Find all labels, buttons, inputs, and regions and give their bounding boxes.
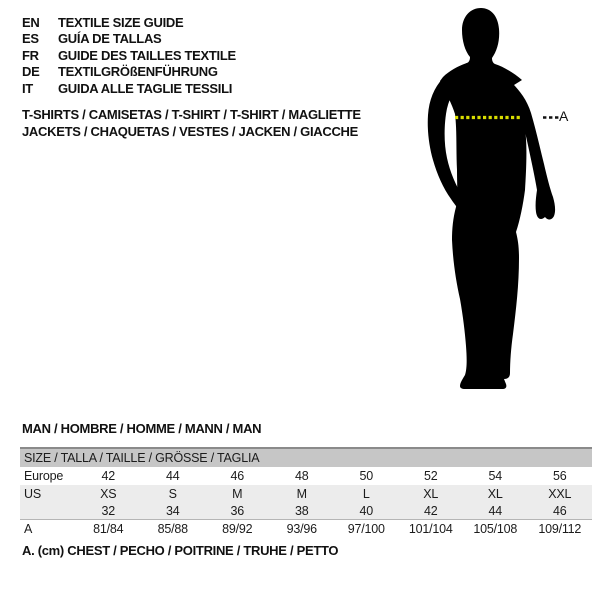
row-label: US [24, 486, 41, 501]
size-value: 46 [552, 503, 567, 518]
row-label: Europe [24, 469, 64, 483]
language-code: EN [22, 15, 40, 30]
size-value: 44 [165, 469, 180, 483]
size-value: 40 [359, 503, 373, 518]
guide-title: GUÍA DE TALLAS [58, 31, 162, 47]
size-value: 44 [488, 503, 502, 518]
language-row [22, 81, 236, 97]
size-value: 36 [230, 503, 244, 518]
garment-categories [22, 107, 361, 140]
size-value: 32 [101, 503, 115, 518]
size-value: 93/96 [286, 522, 317, 536]
size-value: 50 [359, 469, 373, 483]
size-value: XL [487, 486, 503, 501]
category-line-jackets: JACKETS / CHAQUETAS / VESTES / JACKEN / GIACCHE [22, 123, 358, 139]
guide-title: TEXTILGRÖßENFÜHRUNG [58, 64, 218, 80]
size-value: XS [100, 486, 117, 501]
size-value: 81/84 [93, 522, 124, 536]
size-value: XXL [548, 486, 572, 501]
size-value: 105/108 [473, 522, 518, 536]
language-code: FR [22, 47, 39, 63]
size-table-header: SIZE / TALLA / TAILLE / GRÖSSE / TAGLIA [20, 447, 592, 467]
man-silhouette-diagram [410, 0, 600, 400]
language-row [22, 48, 236, 64]
guide-title: TEXTILE SIZE GUIDE [58, 15, 184, 30]
size-value: 52 [423, 469, 438, 483]
size-value: M [232, 486, 243, 501]
size-table-row-numeric [20, 502, 592, 519]
size-value: L [362, 486, 370, 501]
size-value: 42 [423, 503, 438, 518]
language-row [22, 64, 236, 80]
guide-title: GUIDA ALLE TAGLIE TESSILI [58, 80, 233, 96]
size-table-row-europe [20, 467, 592, 485]
size-value: 54 [488, 469, 502, 483]
language-row [22, 15, 236, 31]
measurement-label-a: A [559, 108, 569, 124]
size-value: XL [423, 486, 439, 501]
measurement-footnote: A. (cm) CHEST / PECHO / POITRINE / TRUHE / PETTO [22, 543, 339, 558]
size-value: S [168, 486, 177, 501]
category-line-tshirts: T-SHIRTS / CAMISETAS / T-SHIRT / T-SHIRT / MAGLIETTE [22, 107, 361, 122]
language-code: DE [22, 64, 40, 80]
language-code: IT [22, 80, 33, 96]
size-value: 38 [294, 503, 309, 518]
size-value: 85/88 [157, 522, 188, 536]
size-value: 97/100 [347, 522, 385, 536]
language-code: ES [22, 31, 39, 47]
size-value: 109/112 [538, 522, 582, 536]
size-value: 89/92 [222, 522, 253, 536]
language-title-list [22, 15, 236, 97]
language-row [22, 31, 236, 47]
section-title-man: MAN / HOMBRE / HOMME / MANN / MAN [22, 421, 262, 436]
guide-title: GUIDE DES TAILLES TEXTILE [58, 47, 236, 63]
size-value: M [296, 486, 307, 501]
size-value: 56 [552, 469, 567, 483]
size-value: 48 [294, 469, 309, 483]
size-value: 34 [165, 503, 180, 518]
size-value: 101/104 [408, 522, 453, 536]
size-table-row-chest-a [20, 519, 592, 538]
row-label: A [24, 522, 33, 536]
size-value: 46 [230, 469, 244, 483]
size-table-row-us [20, 485, 592, 502]
size-value: 42 [101, 469, 115, 483]
size-table [20, 447, 592, 538]
